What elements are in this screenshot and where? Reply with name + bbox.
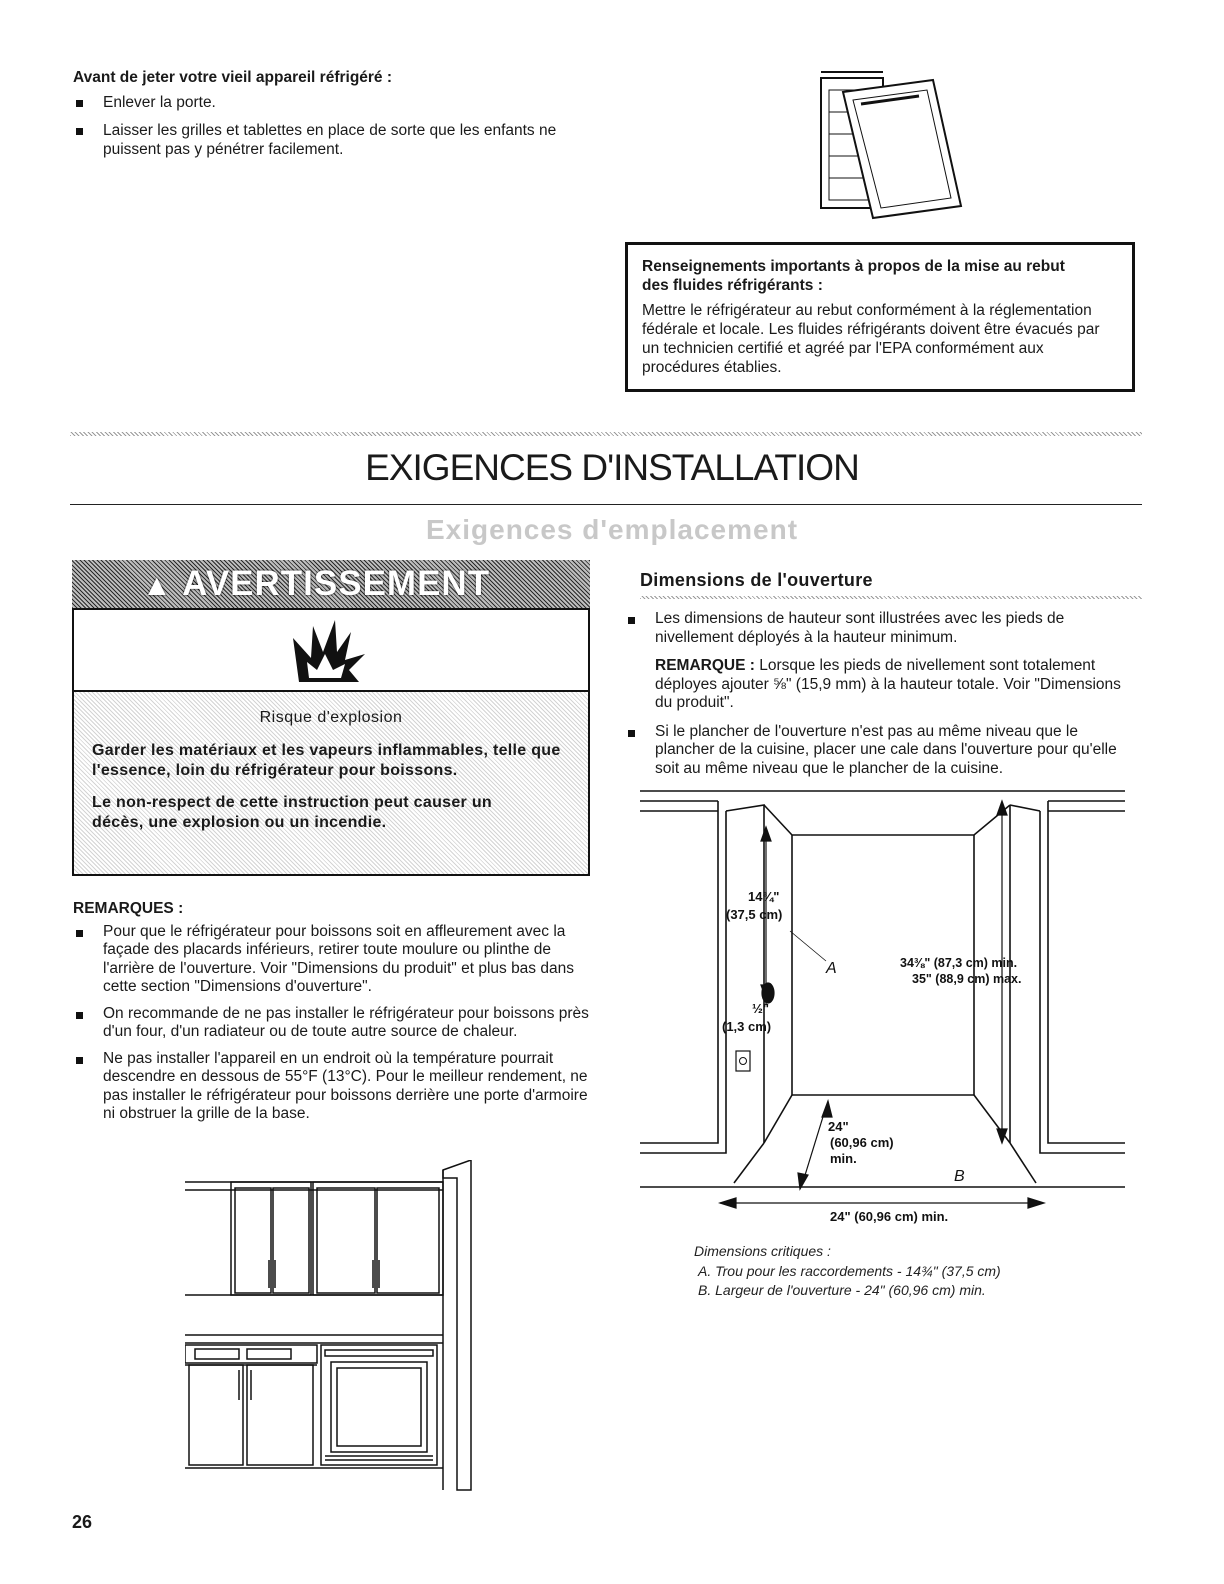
- dim-height-min: 34⅜" (87,3 cm) min.: [900, 956, 1018, 970]
- remarks-section: [73, 900, 593, 1124]
- list-item: Si le plancher de l'ouverture n'est pas au même niveau que le plancher de la cuisine, placer une cale dans l'ouverture pour qu'elle soit au même niveau que le plancher de la cuisine.: [625, 723, 1140, 779]
- opening-dimensions-diagram: [640, 785, 1130, 1230]
- dim-depth-in: 24": [828, 1119, 849, 1134]
- warning-line1: Garder les matériaux et les vapeurs inflammables, telle que l'essence, loin du réfrigérateur pour boissons.: [92, 742, 561, 779]
- cabinets-illustration: [185, 1160, 475, 1495]
- dim-half-in: ½": [752, 1001, 770, 1016]
- opening-section: [640, 570, 1130, 591]
- remarks-heading: REMARQUES :: [73, 900, 184, 917]
- list-item: On recommande de ne pas installer le réfrigérateur pour boissons près d'un four, d'un radiateur ou de toute autre source de chaleur.: [73, 1005, 593, 1042]
- diagram-caption: [694, 1242, 1001, 1301]
- list-item: Laisser les grilles et tablettes en place de sorte que les enfants ne puissent pas y pénétrer facilement.: [73, 121, 593, 159]
- warning-banner: [72, 560, 590, 608]
- opening-heading-rule: [640, 596, 1142, 599]
- label-a: A: [826, 960, 837, 977]
- refrigerant-box-body: Mettre le réfrigérateur au rebut conformément à la réglementation fédérale et locale. Les fluides réfrigérants doivent être évacués par un technicien certifié et agréé par l'EPA conformément aux procédures établies.: [642, 302, 1100, 376]
- dim-height-max: 35" (88,9 cm) max.: [912, 972, 1022, 986]
- refrigerant-box-title: Renseignements importants à propos de la mise au rebut des fluides réfrigérants :: [642, 258, 1065, 294]
- warning-line2: Le non-respect de cette instruction peut causer un décès, une explosion ou un incendie.: [92, 794, 492, 831]
- label-b: B: [954, 1168, 965, 1185]
- caption-b: B. Largeur de l'ouverture - 24" (60,96 cm) min.: [698, 1282, 986, 1298]
- caption-a: A. Trou pour les raccordements - 14¾" (37,5 cm): [698, 1262, 1001, 1279]
- list-item: Les dimensions de hauteur sont illustrées avec les pieds de nivellement déployés à la hauteur minimum.: [625, 610, 1140, 647]
- section-subtitle: Exigences d'emplacement: [425, 514, 799, 545]
- warning-box: [72, 608, 590, 876]
- section-title-rule: [70, 504, 1142, 505]
- refrigerant-info-box: [625, 242, 1135, 392]
- fridge-door-removed-illustration: [815, 68, 965, 223]
- dim-depth-cm: (60,96 cm): [830, 1135, 894, 1150]
- opening-heading: Dimensions de l'ouverture: [640, 570, 873, 590]
- list-item: Enlever la porte.: [73, 93, 593, 112]
- section-title: EXIGENCES D'INSTALLATION: [365, 447, 859, 488]
- explosion-icon: [289, 618, 369, 684]
- section-divider: [70, 432, 1142, 436]
- page-number: 26: [72, 1512, 93, 1532]
- warning-triangle-icon: ▲: [142, 569, 173, 602]
- explosion-icon-area: [74, 610, 588, 692]
- warning-hazard: Risque d'explosion: [259, 709, 403, 726]
- list-item: Pour que le réfrigérateur pour boissons soit en affleurement avec la façade des placards inférieurs, retirer toute moulure ou plinthe de l'arrière de l'ouverture. Voir "Dimensions du produit" et plus bas dans cette section "Dimensions d'ouverture".: [73, 923, 593, 997]
- dim-half-cm: (1,3 cm): [722, 1019, 772, 1034]
- caption-title: Dimensions critiques :: [694, 1243, 831, 1259]
- dim-hole-in: 14¾": [748, 889, 780, 904]
- warning-text-area: [74, 692, 588, 874]
- dim-width: 24" (60,96 cm) min.: [830, 1209, 949, 1224]
- warning-banner-text: AVERTISSEMENT: [182, 564, 491, 603]
- dim-depth-min: min.: [830, 1151, 857, 1166]
- list-item: Ne pas installer l'appareil en un endroit où la température pourrait descendre en dessous de 55°F (13°C). Pour le meilleur rendement, ne pas installer le réfrigérateur pour boissons derrière une porte d'armoire ni obstruer la grille de la base.: [73, 1050, 593, 1124]
- disposal-heading: Avant de jeter votre vieil appareil réfrigéré :: [73, 69, 393, 86]
- dim-hole-cm: (37,5 cm): [726, 907, 783, 922]
- outlet-icon: [736, 1051, 750, 1071]
- disposal-section: [73, 68, 593, 159]
- opening-note: REMARQUE : Lorsque les pieds de nivellement sont totalement déployes ajouter ⅝" (15,9 mm) à la hauteur totale. Voir "Dimensions du produit".: [655, 657, 1121, 711]
- opening-list: [625, 610, 1140, 778]
